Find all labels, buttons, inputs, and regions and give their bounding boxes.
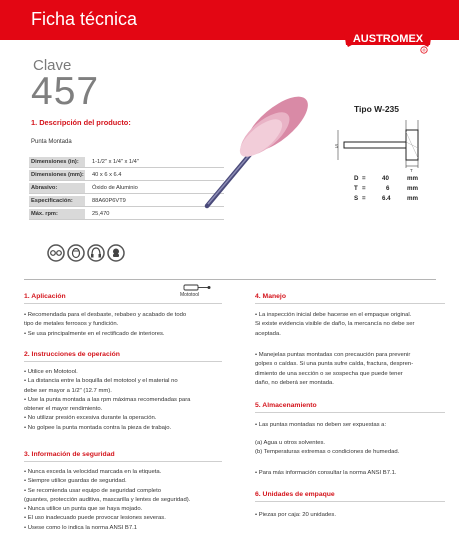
mototool-icon <box>182 283 212 292</box>
dimension-letter: T <box>354 185 358 192</box>
spec-label: Especificación: <box>29 196 85 206</box>
spec-label: Máx. rpm: <box>29 209 85 219</box>
dimension-value: 40 <box>382 175 389 182</box>
dimension-unit: mm <box>407 195 419 202</box>
almacenamiento-title: 5. Almacenamiento <box>255 402 317 409</box>
section-underline <box>255 501 445 502</box>
goggles-icon <box>47 244 65 262</box>
registered-mark: ® <box>422 48 426 53</box>
dimension-value: 6 <box>386 185 390 192</box>
section-underline <box>255 412 445 413</box>
tipo-label: Tipo W-235 <box>354 104 400 114</box>
aplicacion-text: • Recomendada para el desbaste, rebabeo y acabado de todo tipo de metales ferrosos y fundición. • Se usa principalmente en el rectificado de interiores. <box>24 312 187 337</box>
technical-drawing <box>332 118 427 173</box>
dimension-value: 6.4 <box>382 195 391 202</box>
spec-label: Dimensiones (mm): <box>31 172 84 178</box>
spec-label: Abrasivo: <box>29 183 85 193</box>
spec-value: Óxido de Aluminio <box>92 185 138 191</box>
svg-text:S: S <box>335 144 339 150</box>
product-description: Punta Montada <box>31 139 72 145</box>
aplicacion-title: 1. Aplicación <box>24 293 66 300</box>
almacenamiento-text-3: • Para más información consultar la norma ANSI B7.1. <box>255 470 397 476</box>
section-underline <box>24 303 222 304</box>
austromex-logo <box>342 17 434 55</box>
dimension-row <box>354 175 444 184</box>
divider <box>24 279 436 280</box>
spec-value: 1-1/2" x 1/4" x 1/4" <box>92 159 139 165</box>
manejo-text-2: • Manejelas puntas montadas con precaución para prevenir golpes o caídas. Si una punta sufre caída, fractura, despren- dimiento de una sección o se sospecha que puede tener daño, no deberá ser montada. <box>255 352 414 386</box>
ear-protection-icon <box>87 244 105 262</box>
respirator-icon <box>107 244 125 262</box>
spec-value: 25,470 <box>92 211 110 217</box>
dimension-unit: mm <box>407 185 419 192</box>
dimension-eq: = <box>362 195 366 202</box>
dimension-letter: S <box>354 195 359 202</box>
empaque-title: 6. Unidades de empaque <box>255 491 335 498</box>
section-underline <box>24 461 222 462</box>
dimension-eq: = <box>362 185 366 192</box>
spec-value: 40 x 6 x 6.4 <box>92 172 122 178</box>
face-shield-icon <box>67 244 85 262</box>
almacenamiento-text-1: • Las puntas montadas no deben ser expuestas a: <box>255 422 387 428</box>
page-title: Ficha técnica <box>31 9 138 29</box>
dimension-row <box>354 185 444 194</box>
dimension-unit: mm <box>407 175 419 182</box>
seguridad-text: • Nunca exceda la velocidad marcada en la etiqueta. • Siempre utilice guardas de seguridad. • Se recomienda usar equipo de seguridad completo (guantes, protección auditiva, mascarilla y lentes de seguridad). • Nunca utilice un punta que se haya mojado. • El uso inadecuado puede provocar lesiones severas. • Usese como lo indica la norma ANSI B7.1 <box>24 469 191 531</box>
brand-name: AUSTROMEX <box>352 33 424 45</box>
mounted-point-image <box>195 78 325 213</box>
section-description-title: 1. Descripción del producto: <box>31 118 131 127</box>
svg-text:T: T <box>410 168 413 173</box>
spec-label: Dimensiones (in): <box>29 157 85 167</box>
spec-value: 88A60P6VT9 <box>92 198 126 204</box>
clave-label: Clave <box>33 57 72 74</box>
instrucciones-title: 2. Instrucciones de operación <box>24 351 120 358</box>
mototool-label: Mototool <box>180 292 200 298</box>
instrucciones-text: • Utilice en Mototool. • La distancia entre la boquilla del mototool y el material no debe ser mayor a 1/2" (12.7 mm). • Use la punta montada a las rpm máximas recomendadas para obtener el mayor rendimiento. • No utilizar presión excesiva durante la operación. • No golpee la punta montada contra la pieza de trabajo. <box>24 369 191 431</box>
empaque-text: • Piezas por caja: 20 unidades. <box>255 512 336 518</box>
almacenamiento-text-2: (a) Agua u otros solventes. (b) Temperaturas extremas o condiciones de humedad. <box>255 440 400 456</box>
seguridad-title: 3. Información de seguridad <box>24 451 115 458</box>
manejo-title: 4. Manejo <box>255 293 286 300</box>
manejo-text-1: • La inspección inicial debe hacerse en el empaque original. Si existe evidencia visible de daño, la mercancía no debe ser aceptada. <box>255 312 415 337</box>
section-underline <box>24 361 222 362</box>
section-underline <box>255 303 445 304</box>
dimension-row <box>354 195 444 204</box>
clave-number: 457 <box>31 70 100 113</box>
dimension-letter: D <box>354 175 359 182</box>
dimension-eq: = <box>362 175 366 182</box>
